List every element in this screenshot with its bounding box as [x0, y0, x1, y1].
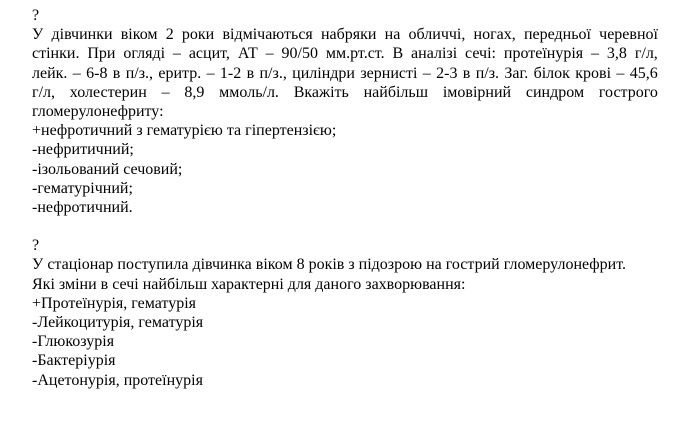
question-stem-line — [32, 83, 658, 102]
word: гострого — [598, 83, 658, 101]
word: п/з., — [125, 64, 154, 82]
question-stem-line — [32, 25, 658, 44]
answer-option: -Лейкоцитурія, гематурія — [32, 314, 204, 331]
question-marker: ? — [32, 7, 40, 24]
word: протеїнурія — [503, 45, 584, 63]
word: синдром — [525, 83, 585, 101]
word: відмічаються — [222, 26, 313, 44]
word: циліндри — [292, 64, 355, 82]
word: еритр. — [158, 64, 202, 82]
word: – — [616, 64, 625, 82]
word: 3,8 — [606, 45, 627, 63]
word: в — [246, 64, 255, 82]
word: Вкажіть — [293, 83, 349, 101]
question-2 — [32, 236, 658, 390]
answer-option-correct: +Протеїнурія, гематурія — [32, 294, 197, 312]
word: – — [422, 64, 431, 82]
word: 45,6 — [629, 64, 658, 82]
word: дівчинки — [51, 26, 113, 44]
word: лейк. — [32, 64, 68, 82]
word: – — [591, 45, 600, 63]
word: 8,9 — [184, 83, 205, 101]
word: 6-8 — [86, 64, 108, 82]
word: мм.рт.ст. — [325, 45, 385, 63]
word: обличчі, — [408, 26, 466, 44]
word: на — [384, 26, 401, 44]
word: найбільш — [363, 83, 429, 101]
word: 2-3 — [436, 64, 458, 82]
answer-option: -нефротичний. — [32, 198, 133, 216]
word: 1-2 — [219, 64, 242, 82]
word: АТ — [237, 45, 258, 63]
word: г/л, — [32, 83, 55, 101]
word: В — [392, 45, 404, 63]
word: г/л, — [634, 45, 658, 63]
word: роки — [181, 26, 215, 44]
answer-option: -Глюкозурія — [32, 333, 115, 351]
word: п/з. — [475, 64, 500, 82]
answer-option: -нефритичний; — [32, 141, 134, 159]
word: 90/50 — [281, 45, 318, 63]
word: 2 — [165, 26, 174, 44]
word: в — [462, 64, 471, 82]
question-marker: ? — [32, 237, 40, 255]
word: крові — [575, 64, 612, 82]
question-1 — [32, 6, 658, 217]
answer-option: -ізольований сечовий; — [32, 160, 183, 178]
question-stem-line: У стаціонар поступила дівчинка віком 8 років з підозрою на гострий гломерулонефрит. — [32, 256, 627, 274]
word: віком — [120, 26, 158, 44]
word: сечі: — [465, 45, 496, 63]
word: в — [112, 64, 121, 82]
answer-option: -Ацетонурія, протеїнурія — [32, 371, 203, 389]
word: ммоль/л. — [219, 83, 279, 101]
word: передньої — [523, 26, 591, 44]
word: – — [206, 64, 215, 82]
word: огляді — [123, 45, 166, 63]
word: холестерин — [69, 83, 147, 101]
word: білок — [533, 64, 570, 82]
document-page — [32, 6, 658, 390]
word: При — [87, 45, 116, 63]
question-stem-line: Які зміни в сечі найбільш характерні для даного захворювання: — [32, 275, 466, 293]
question-stem-line: гломерулонефриту: — [32, 102, 164, 120]
word: – — [161, 83, 170, 101]
answer-option: -гематурічний; — [32, 179, 133, 197]
answer-option-correct: +нефротичний з гематурією та гіпертензією; — [32, 122, 337, 140]
word: – — [172, 45, 181, 63]
word: Заг. — [504, 64, 529, 82]
word: стінки. — [32, 45, 80, 63]
question-stem-line — [32, 44, 658, 63]
word: імовірний — [442, 83, 512, 101]
word: черевної — [599, 26, 658, 44]
word: У — [32, 26, 44, 44]
answer-option: -Бактеріурія — [32, 352, 116, 370]
question-stem-line — [32, 64, 658, 83]
word: – — [72, 64, 81, 82]
word: аналізі — [411, 45, 458, 63]
word: п/з., — [259, 64, 287, 82]
word: ногах, — [473, 26, 516, 44]
blank-line — [32, 217, 658, 236]
word: зернисті — [360, 64, 418, 82]
word: набряки — [320, 26, 377, 44]
word: асцит, — [188, 45, 230, 63]
word: – — [265, 45, 274, 63]
